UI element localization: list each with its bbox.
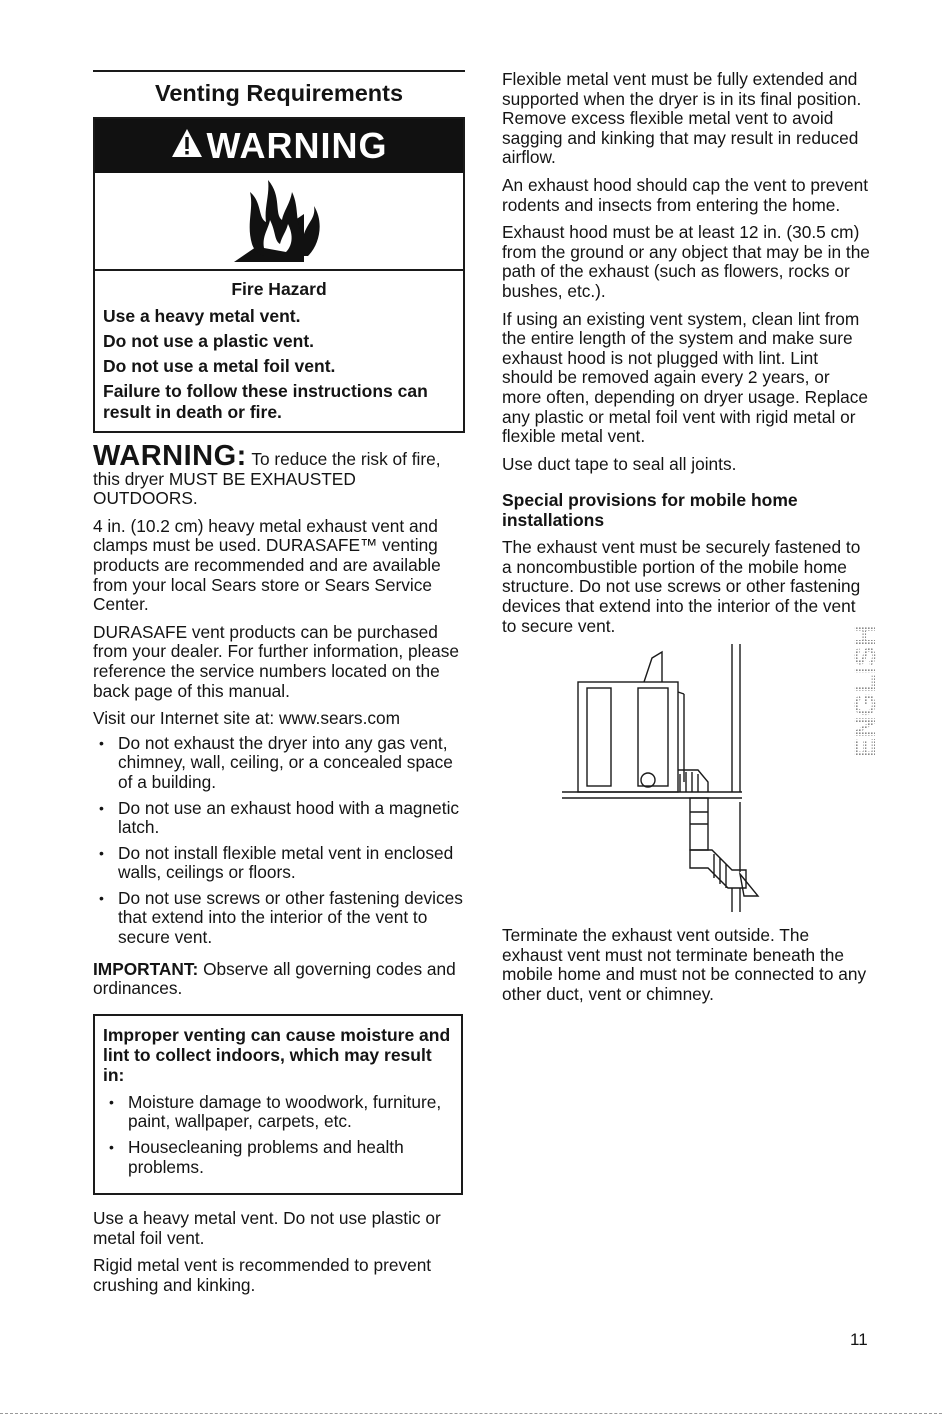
terminate-paragraph: Terminate the exhaust vent outside. The exhaust vent must not terminate beneath the mobile home and must not be connected to any other duct, vent or chimney. <box>502 925 867 1005</box>
list-item: • Moisture damage to woodwork, furniture, paint, wallpaper, carpets, etc. <box>103 1093 453 1132</box>
mobile-home-heading: Special provisions for mobile home installations <box>502 490 798 531</box>
warning-paragraph <box>93 440 465 509</box>
list-item: • Housecleaning problems and health problems. <box>103 1138 453 1177</box>
page-bottom-rule <box>0 1413 942 1414</box>
exhaust-hood-paragraph: An exhaust hood should cap the vent to prevent rodents and insects from entering the home. <box>502 174 869 215</box>
warning-line: Failure to follow these instructions can result in death or fire. <box>103 381 428 422</box>
heavy-vent-paragraph: Use a heavy metal vent. Do not use plastic or metal foil vent. <box>93 1208 441 1248</box>
hazard-title: Fire Hazard <box>231 279 327 299</box>
visit-paragraph: Visit our Internet site at: www.sears.com <box>93 708 401 729</box>
page-number: 11 <box>850 1330 868 1349</box>
duct-tape-paragraph: Use duct tape to seal all joints. <box>502 453 737 474</box>
warning-text: To reduce the risk of fire, this dryer MUST BE EXHAUSTED OUTDOORS. <box>93 449 441 509</box>
warning-banner <box>95 119 463 173</box>
mobile-home-paragraph: The exhaust vent must be securely fastened to a noncombustible portion of the mobile home structure. Do not use screws or other fastening devices that extend into the interior of the vent to secure vent. <box>502 537 861 636</box>
flex-vent-paragraph: Flexible metal vent must be fully extended and supported when the dryer is in its final position. Remove excess flexible metal vent to avoid sagging and kinking that may result in reduced airflow. <box>502 69 862 168</box>
notice-heading: Improper venting can cause moisture and lint to collect indoors, which may result in: <box>103 1024 451 1085</box>
warning-line: Do not use a metal foil vent. <box>103 356 336 376</box>
important-text: Observe all governing codes and ordinances. <box>93 958 456 999</box>
left-column <box>93 70 465 1296</box>
dryer-mobile-home-vent-diagram <box>502 642 832 912</box>
duct-paragraph: 4 in. (10.2 cm) heavy metal exhaust vent and clamps must be used. DURASAFE™ venting products are recommended and are available from your local Sears store or Sears Service Center. <box>93 515 441 615</box>
language-side-tab <box>849 578 883 768</box>
list-item: • Do not use screws or other fastening devices that extend into the interior of the vent to secure vent. <box>93 889 465 948</box>
important-paragraph <box>93 960 465 999</box>
important-lead: IMPORTANT: <box>93 958 199 979</box>
notice-box <box>93 1014 463 1195</box>
list-item: • Do not exhaust the dryer into any gas vent, chimney, wall, ceiling, or a concealed space of a building. <box>93 734 465 793</box>
list-item: • Do not use an exhaust hood with a magnetic latch. <box>93 799 465 838</box>
right-column <box>502 70 870 1005</box>
fire-icon <box>224 174 334 269</box>
side-tab-text: ENGLISH <box>849 624 882 758</box>
warning-lead: WARNING: <box>93 440 247 472</box>
hood-clearance-paragraph: Exhaust hood must be at least 12 in. (30.5 cm) from the ground or any object that may be in the path of the exhaust (such as flowers, rocks or bushes, etc.). <box>502 222 870 301</box>
section-title: Venting Requirements <box>154 80 404 106</box>
rigid-vent-paragraph: Rigid metal vent is recommended to prevent crushing and kinking. <box>93 1255 432 1295</box>
warning-banner-text: WARNING <box>206 125 388 166</box>
warning-box <box>93 117 465 433</box>
warning-triangle-icon <box>171 125 203 167</box>
fire-hazard-graphic <box>95 173 463 271</box>
existing-vent-paragraph: If using an existing vent system, clean lint from the entire length of the system and make sure exhaust hood is not plugged with lint. Lint should be removed again every 2 years, or more often, depending on dryer usage. Replace any plastic or metal foil vent with rigid metal or flexible metal vent. <box>502 308 869 447</box>
warning-line: Use a heavy metal vent. <box>103 306 301 326</box>
warning-line: Do not use a plastic vent. <box>103 331 315 351</box>
dealer-paragraph: DURASAFE vent products can be purchased from your dealer. For further information, please reference the service numbers located on the back page of this manual. <box>93 621 459 701</box>
section-rule <box>93 70 465 72</box>
notice-list <box>103 1093 453 1177</box>
list-item: • Do not install flexible metal vent in enclosed walls, ceilings or floors. <box>93 844 465 883</box>
do-not-list <box>93 734 465 948</box>
